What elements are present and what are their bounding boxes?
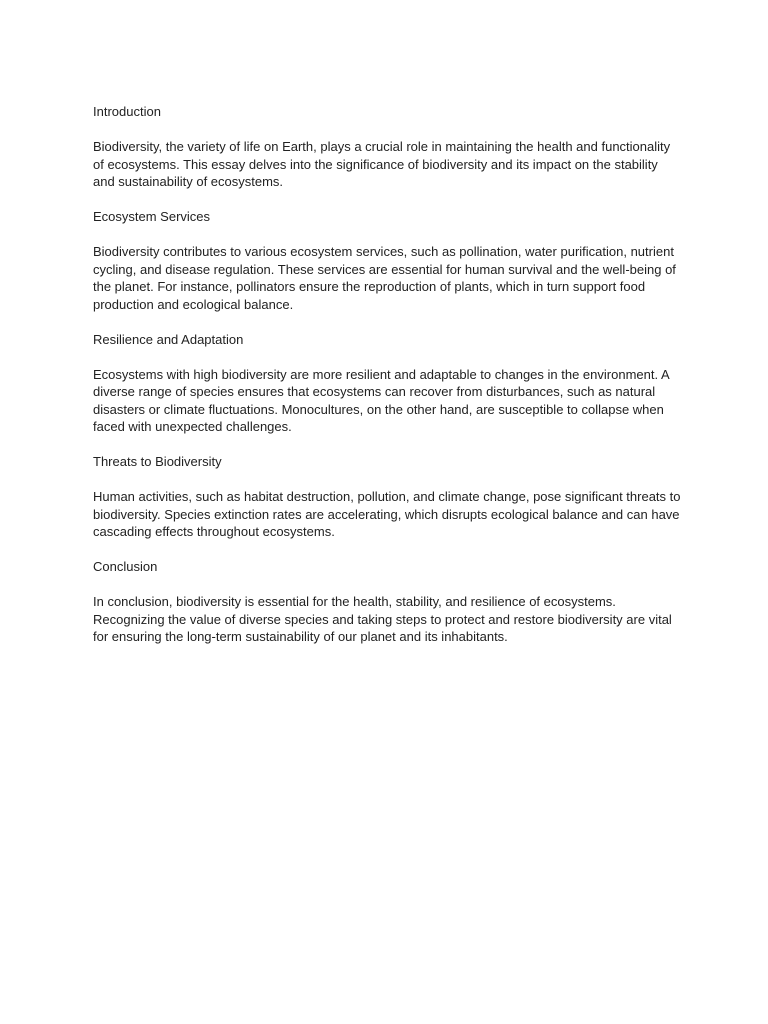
section-heading-introduction: Introduction bbox=[93, 104, 161, 119]
section-paragraph-resilience-and-adaptation: Ecosystems with high biodiversity are more resilient and adaptable to changes in the environment. A diverse range of species ensures that ecosystems can recover from disturbances, such as natural disasters or climate fluctuations. Monocultures, on the other hand, are susceptible to collapse when faced with unexpected challenges. bbox=[93, 366, 669, 434]
document-body bbox=[93, 103, 683, 663]
section-heading-ecosystem-services: Ecosystem Services bbox=[93, 209, 211, 224]
section-heading-threats-to-biodiversity: Threats to Biodiversity bbox=[93, 454, 222, 469]
section-paragraph-ecosystem-services: Biodiversity contributes to various ecosystem services, such as pollination, water purification, nutrient cycling, and disease regulation. These services are essential for human survival and the well-being of the planet. For instance, pollinators ensure the reproduction of plants, which in turn support food production and ecological balance. bbox=[93, 244, 676, 312]
section-paragraph-threats-to-biodiversity: Human activities, such as habitat destruction, pollution, and climate change, pose significant threats to biodiversity. Species extinction rates are accelerating, which disrupts ecological balance and can have cascading effects throughout ecosystems. bbox=[93, 489, 681, 539]
section-heading-resilience-and-adaptation: Resilience and Adaptation bbox=[93, 331, 244, 347]
section-paragraph-introduction: Biodiversity, the variety of life on Earth, plays a crucial role in maintaining the health and functionality of ecosystems. This essay delves into the significance of biodiversity and its impact on the stability and sustainability of ecosystems. bbox=[93, 139, 671, 189]
section-paragraph-conclusion: In conclusion, biodiversity is essential for the health, stability, and resilience of ecosystems. Recognizing the value of diverse species and taking steps to protect and restore biodiversity are vital for ensuring the long-term sustainability of our planet and its inhabitants. bbox=[93, 594, 672, 644]
section-heading-conclusion: Conclusion bbox=[93, 559, 158, 574]
